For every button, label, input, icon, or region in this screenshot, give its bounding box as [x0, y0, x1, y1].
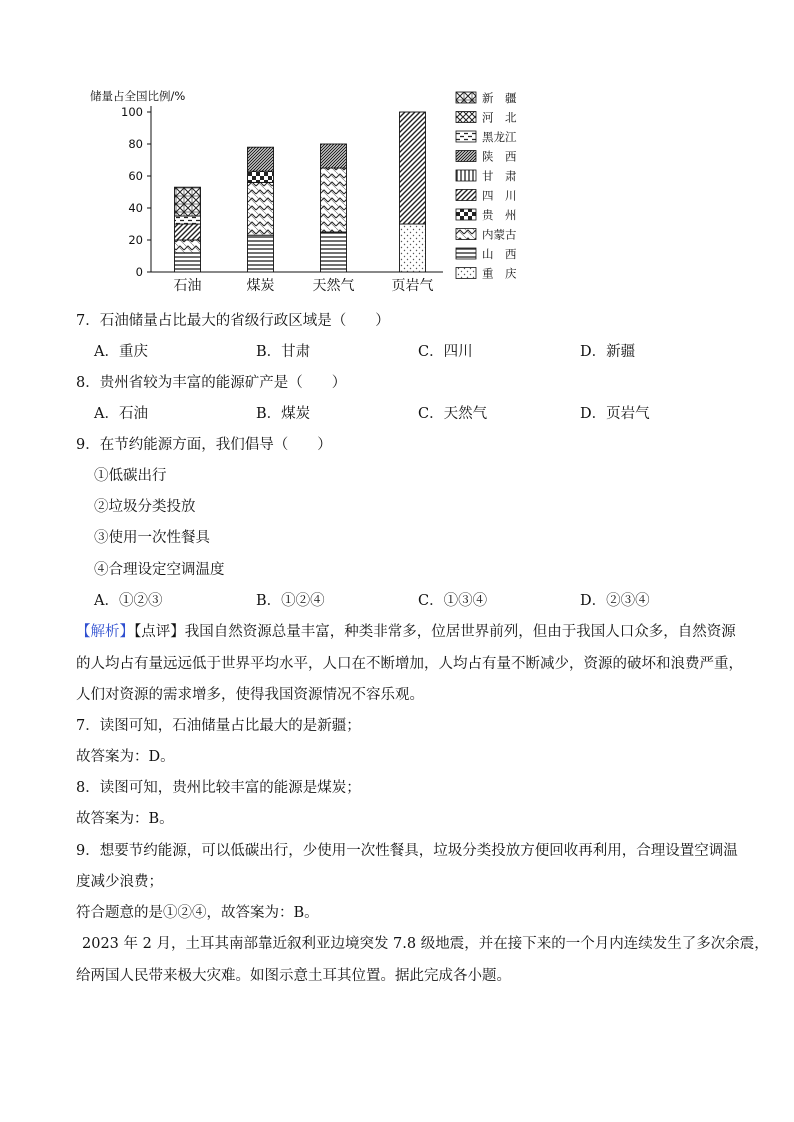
- y-axis-label: 储量占全国比例/%: [90, 89, 186, 103]
- analysis-line-3: 人们对资源的需求增多，使得我国资源情况不容乐观。: [76, 687, 424, 703]
- question-9-stem: 9．在节约能源方面，我们倡导（ ）: [76, 437, 332, 453]
- answer-7-reason: 7．读图可知，石油储量占比最大的是新疆；: [76, 718, 361, 734]
- bar-segment: [175, 216, 201, 224]
- q9-item-2: ②垃圾分类投放: [94, 499, 196, 515]
- legend-swatch: [456, 248, 476, 259]
- legend-label: 黑龙江: [482, 130, 517, 144]
- q7-option-a: A．重庆: [94, 344, 148, 360]
- bar-segment: [248, 235, 274, 272]
- q9-item-3: ③使用一次性餐具: [94, 530, 210, 546]
- bar-segment: [175, 240, 201, 253]
- legend-label: 河 北: [482, 110, 517, 125]
- q8-option-c: C．天然气: [418, 406, 488, 422]
- answer-9: 符合题意的是①②④，故答案为：B。: [76, 905, 319, 921]
- q7-option-d: D．新疆: [580, 344, 636, 360]
- x-tick-label: 石油: [173, 278, 202, 294]
- y-tick-label: 100: [121, 105, 143, 119]
- bar-segment: [248, 171, 274, 182]
- legend-swatch: [456, 209, 476, 220]
- q9-option-c: C．①③④: [418, 593, 488, 609]
- answer-8: 故答案为：B。: [76, 811, 174, 827]
- analysis-line-2: 的人均占有量远远低于世界平均水平，人口在不断增加，人均占有量不断减少，资源的破坏和浪费严重，: [76, 656, 743, 672]
- reserves-chart: [88, 84, 548, 299]
- q7-option-b: B．甘肃: [256, 344, 311, 360]
- passage-line-2: 给两国人民带来极大灾难。如图示意土耳其位置。据此完成各小题。: [76, 968, 511, 984]
- bar-segment: [400, 112, 426, 224]
- answer-8-reason: 8．读图可知，贵州比较丰富的能源是煤炭；: [76, 780, 361, 796]
- legend-swatch: [456, 131, 476, 142]
- x-tick-label: 煤炭: [246, 278, 275, 294]
- legend-label: 内蒙古: [482, 227, 517, 242]
- analysis-comment: 【点评】我国自然资源总量丰富，种类非常多，位居世界前列，但由于我国人口众多，自然资源: [134, 624, 736, 640]
- bar-segment: [248, 182, 274, 235]
- answer-9-reason-2: 度减少浪费；: [76, 874, 163, 890]
- legend-swatch: [456, 229, 476, 240]
- legend-swatch: [456, 170, 476, 181]
- legend-label: 甘 肃: [482, 169, 517, 183]
- legend-swatch: [456, 190, 476, 201]
- legend-swatch: [456, 151, 476, 162]
- analysis-tag: 【解析】: [76, 624, 134, 640]
- q8-option-d: D．页岩气: [580, 406, 650, 422]
- bar-segment: [321, 144, 347, 168]
- legend-label: 四 川: [482, 188, 517, 203]
- bar-segment: [321, 168, 347, 232]
- answer-7: 故答案为：D。: [76, 749, 175, 765]
- q7-option-c: C．四川: [418, 344, 473, 360]
- q9-item-4: ④合理设定空调温度: [94, 562, 225, 578]
- legend-swatch: [456, 268, 476, 279]
- q9-option-b: B．①②④: [256, 593, 325, 609]
- legend-swatch: [456, 92, 476, 103]
- legend-label: 山 西: [482, 247, 517, 261]
- legend-label: 重 庆: [482, 266, 517, 281]
- analysis-line-1: [76, 622, 736, 642]
- y-tick-label: 80: [128, 137, 143, 151]
- q9-option-a: A．①②③: [94, 593, 163, 609]
- y-tick-label: 60: [128, 169, 143, 183]
- question-8-stem: 8．贵州省较为丰富的能源矿产是（ ）: [76, 375, 347, 391]
- y-tick-label: 40: [128, 201, 143, 215]
- question-7-stem: 7．石油储量占比最大的省级行政区域是（ ）: [76, 313, 390, 329]
- bar-segment: [321, 232, 347, 272]
- reserves-bar-chart: [88, 84, 548, 299]
- x-tick-label: 页岩气: [391, 278, 434, 294]
- q9-option-d: D．②③④: [580, 593, 650, 609]
- legend-label: 陕 西: [482, 149, 517, 164]
- legend-swatch: [456, 112, 476, 123]
- q8-option-b: B．煤炭: [256, 406, 311, 422]
- y-tick-label: 20: [128, 233, 143, 247]
- bar-segment: [175, 187, 201, 216]
- bar-segment: [175, 253, 201, 272]
- bar-segment: [175, 224, 201, 240]
- q8-option-a: A．石油: [94, 406, 148, 422]
- bar-segment: [248, 147, 274, 171]
- legend-label: 贵 州: [482, 208, 517, 222]
- passage-line-1: 2023 年 2 月，土耳其南部靠近叙利亚边境突发 7.8 级地震，并在接下来的一个月内连续发生了多次余震，: [82, 936, 769, 952]
- legend-label: 新 疆: [482, 91, 517, 105]
- x-tick-label: 天然气: [312, 278, 355, 294]
- answer-9-reason-1: 9．想要节约能源，可以低碳出行，少使用一次性餐具，垃圾分类投放方便回收再利用，合理设置空调温: [76, 843, 738, 859]
- q9-item-1: ①低碳出行: [94, 468, 167, 484]
- y-tick-label: 0: [135, 265, 143, 279]
- bar-segment: [400, 224, 426, 272]
